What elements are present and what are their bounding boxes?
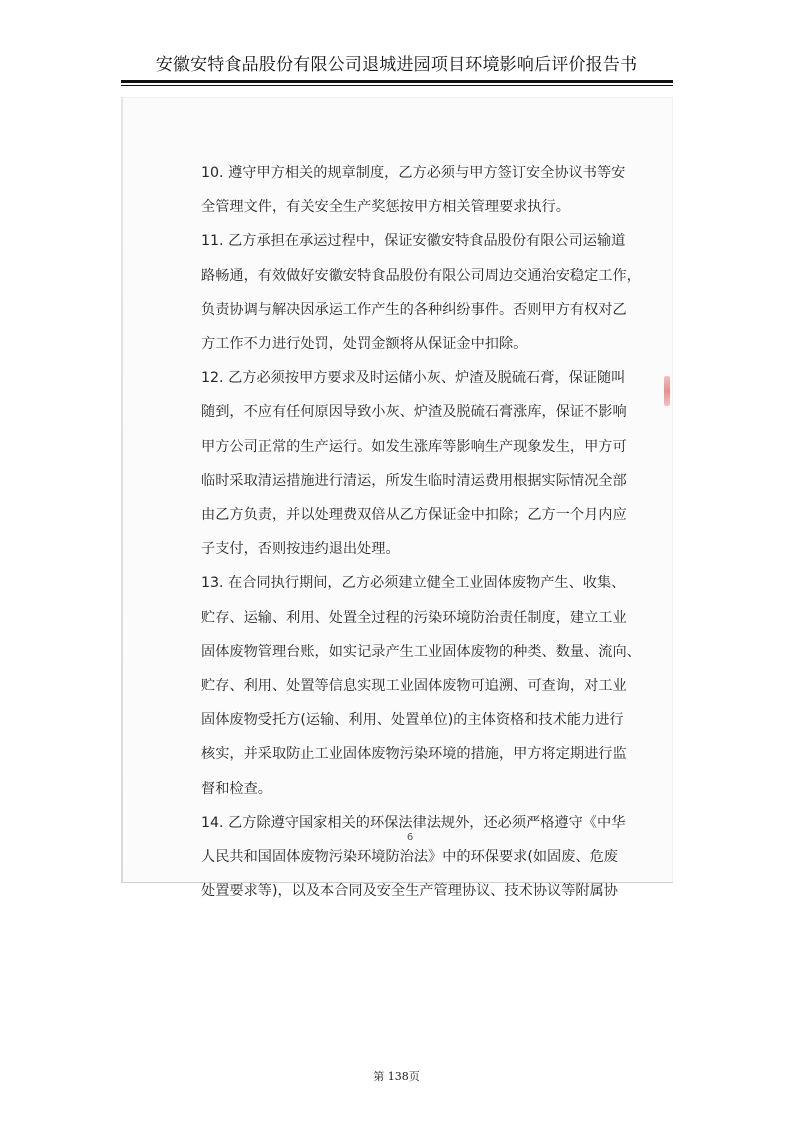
text-line: 12. 乙方必须按甲方要求及时运储小灰、炉渣及脱硫石膏，保证随叫 [201, 370, 626, 387]
scan-left-edge-shadow [121, 97, 123, 883]
text-line: 11. 乙方承担在承运过程中，保证安徽安特食品股份有限公司运输道 [201, 233, 626, 250]
text-line: 负责协调与解决因承运工作产生的各种纠纷事件。否则甲方有权对乙 [201, 301, 627, 318]
text-line: 子支付，否则按违约退出处理。 [201, 541, 400, 558]
header-rule-thin [121, 85, 673, 86]
text-line: 方工作不力进行处罚，处罚金额将从保证金中扣除。 [201, 336, 528, 353]
text-line: 核实，并采取防止工业固体废物污染环境的措施，甲方将定期进行监 [201, 746, 627, 763]
text-line: 13. 在合同执行期间，乙方必须建立健全工业固体废物产生、收集、 [201, 575, 626, 592]
text-line: 10. 遵守甲方相关的规章制度，乙方必须与甲方签订安全协议书等安 [201, 165, 626, 181]
text-line: 固体废物管理台账，如实记录产生工业固体废物的种类、数量、流向、 [201, 643, 641, 660]
running-header-title: 安徽安特食品股份有限公司退城进园项目环境影响后评价报告书 [155, 55, 638, 75]
text-line: 由乙方负责，并以处理费双倍从乙方保证金中扣除；乙方一个月内应 [201, 507, 627, 524]
text-line: 全管理文件，有关安全生产奖惩按甲方相关管理要求执行。 [201, 199, 570, 216]
text-line: 督和检查。 [201, 780, 272, 797]
scanned-page-number: 6 [406, 832, 414, 843]
text-line: 贮存、运输、利用、处置全过程的污染环境防治责任制度，建立工业 [201, 609, 627, 626]
text-line: 甲方公司正常的生产运行。如发生涨库等影响生产现象发生，甲方可 [201, 438, 627, 455]
seal-fragment [664, 376, 670, 406]
text-line: 随到，不应有任何原因导致小灰、炉渣及脱硫石膏涨库，保证不影响 [201, 404, 627, 421]
contract-clauses [201, 156, 641, 908]
page-number: 第 138页 [373, 1070, 420, 1083]
text-line: 14. 乙方除遵守国家相关的环保法律法规外，还必须严格遵守《中华 [201, 814, 626, 831]
text-line: 处置要求等)，以及本合同及安全生产管理协议、技术协议等附属协 [201, 883, 618, 900]
text-line: 临时采取清运措施进行清运，所发生临时清运费用根据实际情况全部 [201, 472, 627, 489]
text-line: 贮存、利用、处置等信息实现工业固体废物可追溯、可查询，对工业 [201, 678, 627, 695]
header-rule-thick [121, 80, 673, 83]
text-line: 人民共和国固体废物污染环境防治法》中的环保要求(如固废、危废 [201, 849, 618, 866]
text-line: 固体废物受托方(运输、利用、处置单位)的主体资格和技术能力进行 [201, 712, 624, 729]
text-line: 路畅通，有效做好安徽安特食品股份有限公司周边交通治安稳定工作， [201, 267, 641, 284]
